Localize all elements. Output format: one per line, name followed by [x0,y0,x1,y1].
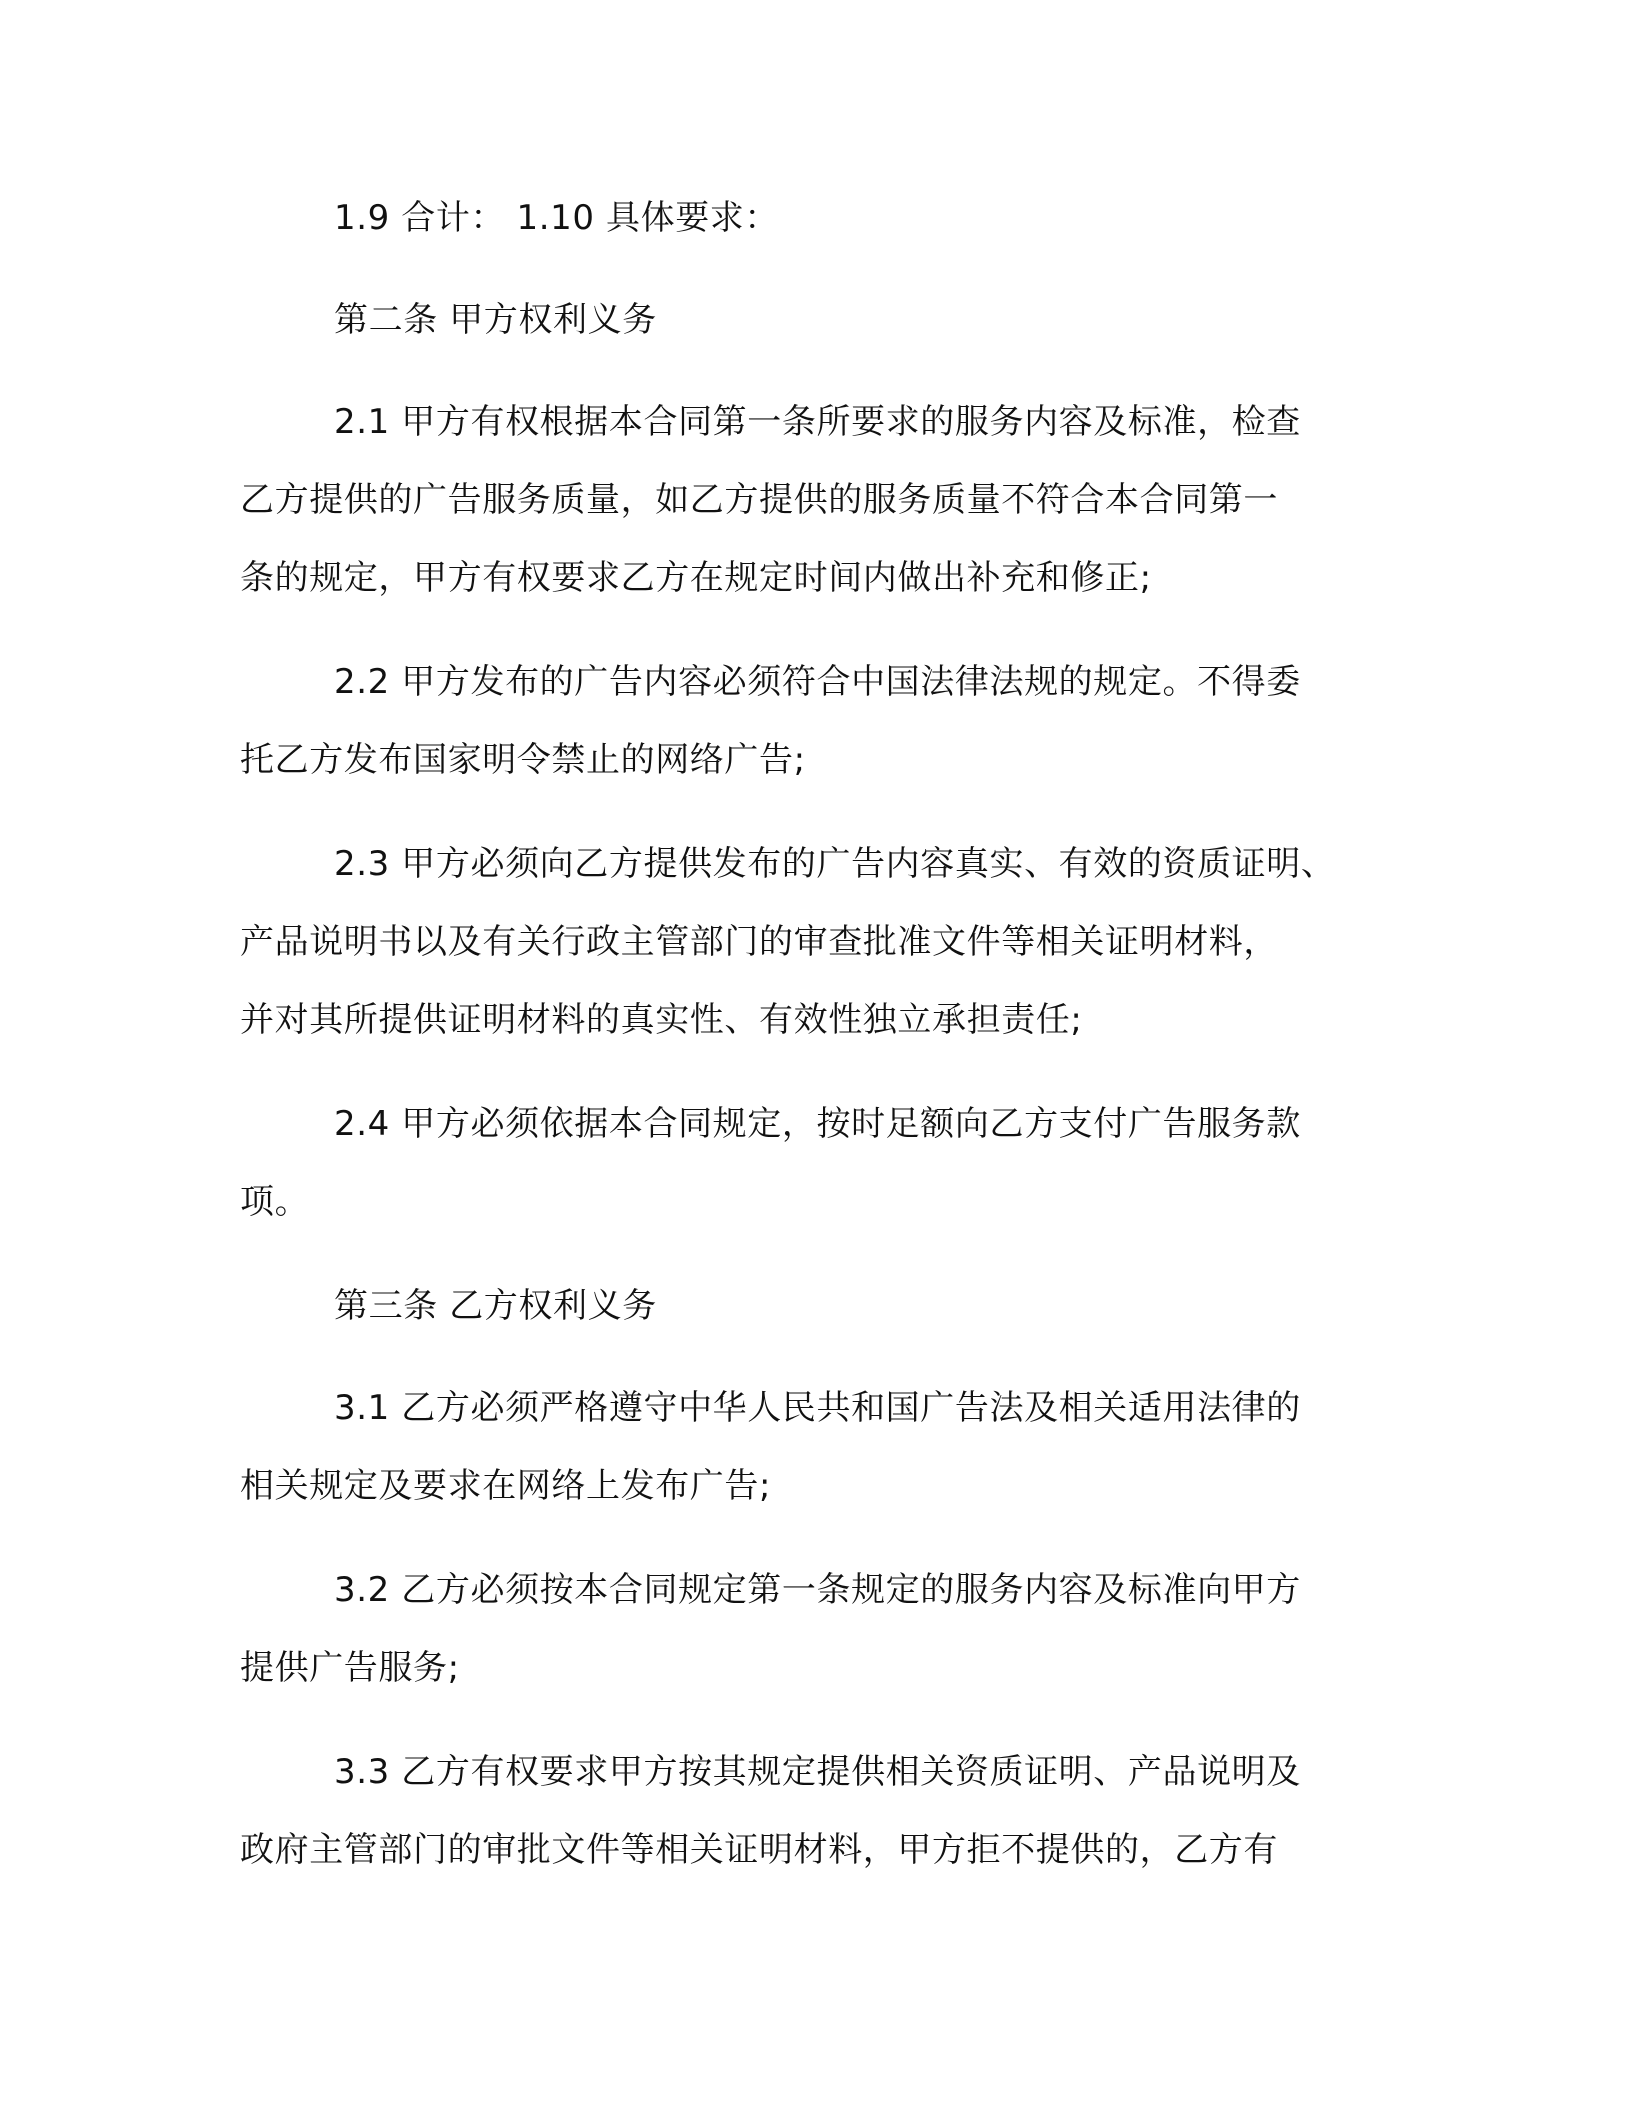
clause-2-1-line-2: 乙方提供的广告服务质量，如乙方提供的服务质量不符合本合同第一 [240,480,1278,520]
clause-2-1-line-3: 条的规定，甲方有权要求乙方在规定时间内做出补充和修正; [240,558,1152,598]
clause-3-3-line-1: 3.3 乙方有权要求甲方按其规定提供相关资质证明、产品说明及 [334,1752,1301,1792]
section-heading-3: 第三条 乙方权利义务 [334,1286,657,1326]
clause-2-4-line-1: 2.4 甲方必须依据本合同规定，按时足额向乙方支付广告服务款 [334,1104,1301,1144]
clause-3-2-line-1: 3.2 乙方必须按本合同规定第一条规定的服务内容及标准向甲方 [334,1570,1301,1610]
clause-3-3-line-2: 政府主管部门的审批文件等相关证明材料，甲方拒不提供的，乙方有 [240,1830,1278,1870]
clause-2-1-line-1: 2.1 甲方有权根据本合同第一条所要求的服务内容及标准，检查 [334,402,1301,442]
clause-2-3-line-1: 2.3 甲方必须向乙方提供发布的广告内容真实、有效的资质证明、 [334,844,1336,884]
clause-2-3-line-2: 产品说明书以及有关行政主管部门的审查批准文件等相关证明材料， [240,922,1278,962]
clause-2-4-line-2: 项。 [240,1182,310,1222]
clause-3-1-line-1: 3.1 乙方必须严格遵守中华人民共和国广告法及相关适用法律的 [334,1388,1301,1428]
section-heading-2: 第二条 甲方权利义务 [334,300,657,340]
clause-2-2-line-2: 托乙方发布国家明令禁止的网络广告; [240,740,806,780]
clause-2-2-line-1: 2.2 甲方发布的广告内容必须符合中国法律法规的规定。不得委 [334,662,1301,702]
clause-1-9-1-10: 1.9 合计： 1.10 具体要求： [334,198,779,238]
clause-3-2-line-2: 提供广告服务; [240,1648,460,1688]
clause-3-1-line-2: 相关规定及要求在网络上发布广告; [240,1466,772,1506]
clause-2-3-line-3: 并对其所提供证明材料的真实性、有效性独立承担责任; [240,1000,1083,1040]
